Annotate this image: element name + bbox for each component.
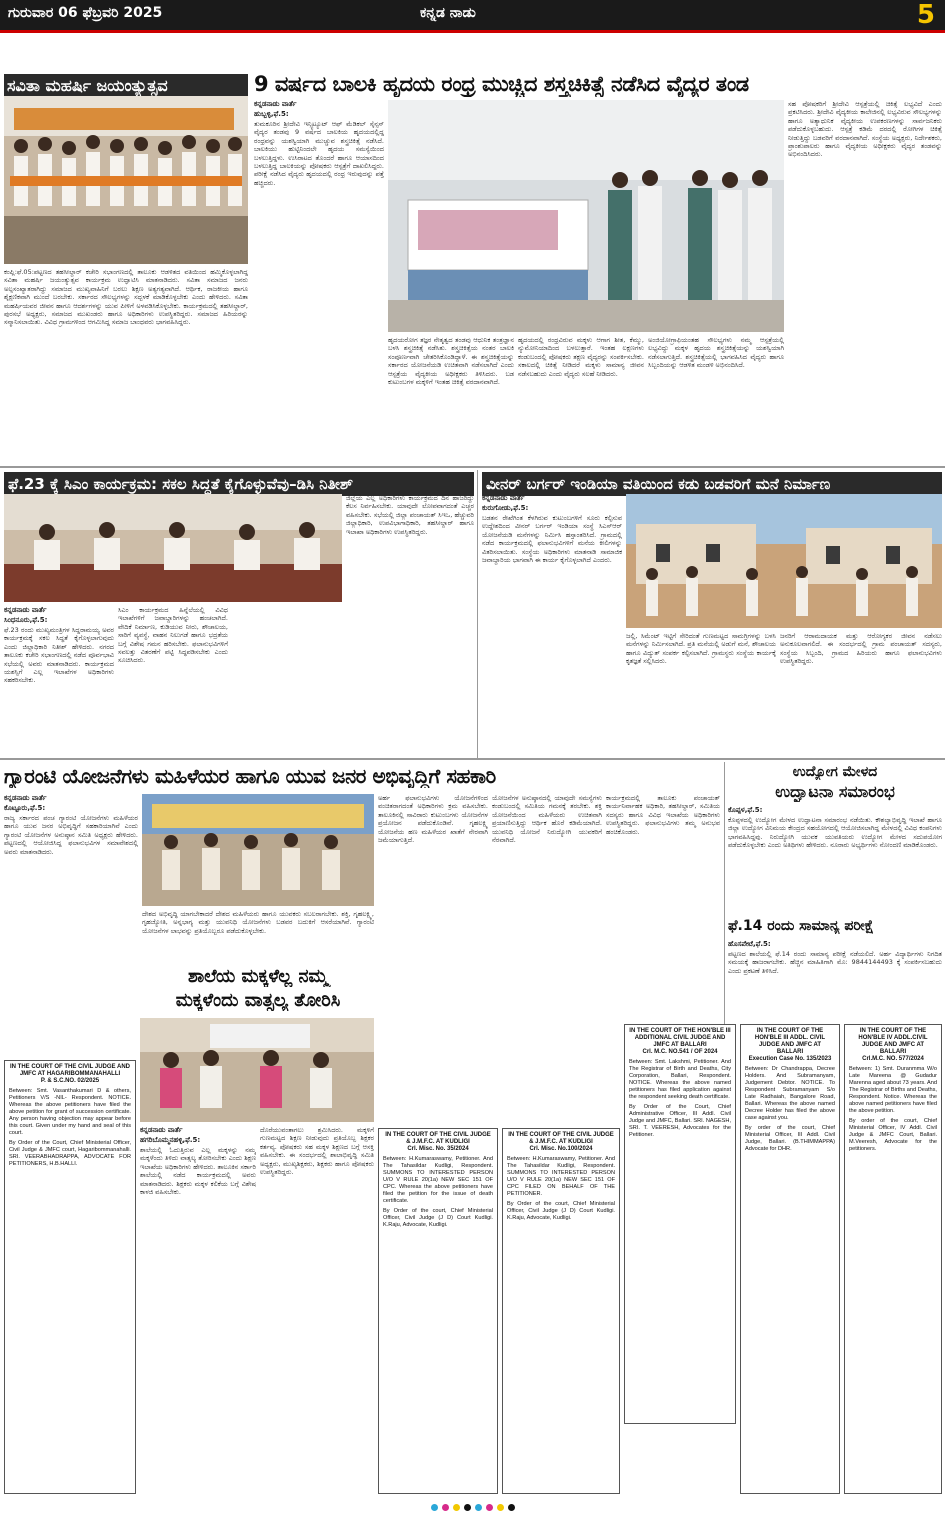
notice-case: P. & S.C.NO. 02/2025 — [40, 1078, 100, 1084]
registration-dot — [497, 1504, 504, 1511]
exam-headline: ಫೆ.14 ರಂದು ಸಾಮಾನ್ಯ ಪರೀಕ್ಷೆ — [728, 918, 874, 934]
event-image — [142, 794, 374, 906]
notice-body: Between: H.Kumaraswamy, Petitioner. And The Tahasildar Kudligi, Respondent. SUMMONS TO INTERESTED PERSON U/O V RULE 20(1a) NEW SEC 151 OF CPC FILED ON BEHALF OF THE PETITIONER. — [507, 1156, 615, 1197]
heart-col1: ತುಮಕೂರಿನ ಶ್ರೀದೇವಿ ಇನ್ಸ್ಟಿಟ್ಯೂಟ್ ಆಫ್ ಮೆಡಿಕಲ್ ಸೈನ್ಸಸ್ ವೈದ್ಯರ ತಂಡವು 9 ವರ್ಷದ ಬಾಲಕಿಯ ಹೃದಯದಲ್ಲಿದ್ದ ರಂಧ್ರವನ್ನು ಯಶಸ್ವಿಯಾಗಿ ಮುಚ್ಚುವ ಶಸ್ತ್ರಚಿಕಿತ್ಸೆ ನಡೆಸಿದೆ. ಬಾಲಕಿಯು ಹುಟ್ಟಿನಿಂದಲೇ ಹೃದಯ ಸಮಸ್ಯೆಯಿಂದ ಬಳಲುತ್ತಿದ್ದಳು. ಉಸಿರಾಟದ ತೊಂದರೆ ಹಾಗೂ ಆಯಾಸದಿಂದ ಬಳಲುತ್ತಿದ್ದ ಬಾಲಕಿಯನ್ನು ಪೋಷಕರು ಆಸ್ಪತ್ರೆಗೆ ದಾಖಲಿಸಿದ್ದರು. ಪರೀಕ್ಷೆ ನಡೆಸಿದ ವೈದ್ಯರು ಹೃದಯದಲ್ಲಿ ರಂಧ್ರ ಇರುವುದನ್ನು ಪತ್ತೆ ಹಚ್ಚಿದರು. — [254, 120, 384, 187]
col-divider — [477, 470, 478, 758]
notice-court: IN THE COURT OF THE HON'BLE III ADDL. CIVIL JUDGE AND JMFC AT BALLARI — [754, 1028, 826, 1055]
registration-dot — [442, 1504, 449, 1511]
veener-col3: ಜನರಿಗೆ ಆರಾಮದಾಯಕ ಮತ್ತು ಆರೋಗ್ಯಕರ ಜೀವನ ನಡೆಸಲು ಅನುಕೂಲವಾಗಲಿದೆ. ಈ ಸಂದರ್ಭದಲ್ಲಿ ಗ್ರಾಮ ಪಂಚಾಯತ್ ಸದಸ್ಯರು, ಸಂಸ್ಥೆಯ ಸಿಬ್ಬಂದಿ, ಗ್ರಾಮದ ಹಿರಿಯರು ಹಾಗೂ ಫಲಾನುಭವಿಗಳು ಉಪಸ್ಥಿತರಿದ್ದರು. — [780, 632, 942, 666]
guarantee-col3: ಅರ್ಹ ಫಲಾನುಭವಿಗಳು ಯೋಜನೆಗಳಿಂದ ವಂಚಿತರಾಗದಂತೆ ಅಧಿಕಾರಿಗಳು ಕ್ರಮ ವಹಿಸಬೇಕು. ತಾಲೂಕಿನಲ್ಲಿ ಸಾವಿರಾರು ಕುಟುಂಬಗಳು ಯೋಜನೆಗಳ ಪ್ರಯೋಜನ ಪಡೆದುಕೊಂಡಿವೆ. ಗೃಹಲಕ್ಷ್ಮಿ ಯೋಜನೆಯ ಹಣ ಮಹಿಳೆಯರ ಖಾತೆಗೆ ನೇರವಾಗಿ ಜಮೆಯಾಗುತ್ತಿದೆ. — [378, 794, 488, 845]
school-event-image — [140, 1018, 374, 1122]
notice-court: IN THE COURT OF THE HON'BLE IV ADDL.CIVIL JUDGE AND JMFC AT BALLARI — [858, 1028, 928, 1055]
school-dateline: ಹಗರಿಬೊಮ್ಮನಹಳ್ಳಿ,ಫೆ.5: — [140, 1136, 201, 1144]
notice-court: IN THE COURT OF THE CIVIL JUDGE & J.M.F.C. AT KUDLIGI — [508, 1132, 614, 1145]
notice-body: Between: H.Kumaraswamy, Petitioner. And The Tahasildar Kudligi, Respondent. SUMMONS TO INTERESTED PERSON U/O V RULE 20(1a) NEW SEC 151 OF CPC. Whereas the above petitioners have filed the petition for the issue of death certificate. — [383, 1156, 493, 1204]
guarantee-dateline: ಕೊಟ್ಟೂರು,ಫೆ.5: — [4, 804, 46, 812]
notice-case: Crl. M.C. NO.541 / OF 2024 — [642, 1049, 718, 1055]
group-photo-image — [4, 96, 248, 264]
row-divider-2 — [0, 758, 945, 760]
job-fair-headline-2: ಉದ್ಘಾಟನಾ ಸಮಾರಂಭ — [775, 782, 895, 801]
heart-dateline: ಹುಬ್ಬಳ್ಳಿ,ಫೆ.5: — [254, 110, 289, 118]
cm-headline: ಫೆ.23 ಕ್ಕೆ ಸಿಎಂ ಕಾರ್ಯಕ್ರಮ: ಸಕಲ ಸಿದ್ದತೆ ಕೈಗೊಳ್ಳುವೆವು–ಡಿಸಿ ನಿತೀಶ್ — [4, 472, 474, 496]
court-notice-6 — [844, 1024, 942, 1494]
cm-byline: ಕನ್ನಡನಾಡು ವಾರ್ತೆ — [4, 606, 47, 614]
cm-col3: ಜಿಲ್ಲೆಯ ಎಲ್ಲ ಅಧಿಕಾರಿಗಳು ಕಾರ್ಯಕ್ರಮದ ದಿನ ಹಾಜರಿದ್ದು ಕೆಲಸ ನಿರ್ವಹಿಸಬೇಕು. ಯಾವುದೇ ಲೋಪವಾಗದಂತೆ ಎಚ್ಚರ ವಹಿಸಬೇಕು. ಸಭೆಯಲ್ಲಿ ಜಿಲ್ಲಾ ಪಂಚಾಯತ್ ಸಿಇಒ, ಹೆಚ್ಚುವರಿ ಜಿಲ್ಲಾಧಿಕಾರಿ, ಉಪವಿಭಾಗಾಧಿಕಾರಿ, ತಹಸೀಲ್ದಾರ್ ಹಾಗೂ ಇಲಾಖಾ ಅಧಿಕಾರಿಗಳು ಉಪಸ್ಥಿತರಿದ್ದರು. — [346, 494, 474, 536]
heart-col5: ಸಹ ಪೋಷಕರಿಗೆ ಶ್ರೀದೇವಿ ಆಸ್ಪತ್ರೆಯಲ್ಲಿ ಚಿಕಿತ್ಸೆ ಲಭ್ಯವಿದೆ ಎಂದು ಪ್ರಕಟಿಸಿದರು. ಶ್ರೀದೇವಿ ವೈದ್ಯಕೀಯ ಕಾಲೇಜಿನಲ್ಲಿ ಲಭ್ಯವಿರುವ ಸೌಲಭ್ಯಗಳನ್ನು ಹಾಗೂ ಅತ್ಯಾಧುನಿಕ ವೈದ್ಯಕೀಯ ಉಪಕರಣಗಳನ್ನು ಸಾರ್ವಜನಿಕರು ಪಡೆದುಕೊಳ್ಳಬಹುದು. ಆಸ್ಪತ್ರೆ ಕಡಿಮೆ ದರದಲ್ಲಿ ರೋಗಿಗಳ ಚಿಕಿತ್ಸೆ ನೀಡುತ್ತಿದ್ದು ಬಡವರಿಗೆ ವರದಾನವಾಗಿದೆ. ಸಂಸ್ಥೆಯ ಅಧ್ಯಕ್ಷರು, ನಿರ್ದೇಶಕರು, ಪ್ರಾಂಶುಪಾಲರು ಹಾಗೂ ವೈದ್ಯಕೀಯ ಅಧೀಕ್ಷಕರು ವೈದ್ಯರ ತಂಡವನ್ನು ಅಭಿನಂದಿಸಿದರು. — [788, 100, 942, 159]
guarantee-col4: ಯೋಜನೆಗಳ ಅನುಷ್ಠಾನದಲ್ಲಿ ಯಾವುದೇ ಸಮಸ್ಯೆಗಳು ಕಂಡುಬಂದಲ್ಲಿ ಸಮಿತಿಯ ಗಮನಕ್ಕೆ ತರಬೇಕು. ಶಕ್ತಿ ಯೋಜನೆಯಿಂದ ಮಹಿಳೆಯರು ಉಚಿತವಾಗಿ ಪ್ರಯಾಣಿಸುತ್ತಿದ್ದು ಆರ್ಥಿಕ ಹೊರೆ ಕಡಿಮೆಯಾಗಿದೆ. ಯುವನಿಧಿ ಯೋಜನೆ ನಿರುದ್ಯೋಗಿ ಯುವಕರಿಗೆ ನೆರವಾಗಿದೆ. — [492, 794, 602, 845]
heart-byline: ಕನ್ನಡನಾಡು ವಾರ್ತೆ — [254, 100, 297, 108]
guarantee-col2: ದೇಶದ ಅಭಿವೃದ್ಧಿ ಯಾಗಬೇಕಾದರೆ ದೇಶದ ಮಹಿಳೆಯರು ಹಾಗೂ ಯುವಕರು ಸಬಲರಾಗಬೇಕು. ಶಕ್ತಿ, ಗೃಹಲಕ್ಷ್ಮಿ, ಗೃಹಜ್ಯೋತಿ, ಅನ್ನಭಾಗ್ಯ ಮತ್ತು ಯುವನಿಧಿ ಯೋಜನೆಗಳು ಬಡವರ ಬದುಕಿಗೆ ಆಸರೆಯಾಗಿವೆ. ಗ್ಯಾರಂಟಿ ಯೋಜನೆಗಳ ಲಾಭವನ್ನು ಪ್ರತಿಯೊಬ್ಬರೂ ಪಡೆದುಕೊಳ್ಳಬೇಕು. — [142, 910, 374, 935]
school-headline-2: ಮಕ್ಕಳೆಂದು ವಾತ್ಸಲ್ಯ ತೋರಿಸಿ — [175, 990, 341, 1011]
veener-byline: ಕನ್ನಡನಾಡು ವಾರ್ತೆ — [482, 494, 525, 502]
veener-col1: ಬಡತನ ರೇಖೆಗಿಂತ ಕೆಳಗಿರುವ ಕುಟುಂಬಗಳಿಗೆ ಸೂರು ಕಲ್ಪಿಸುವ ಉದ್ದೇಶದಿಂದ ವೀನರ್ ಬರ್ಗರ್ ಇಂಡಿಯಾ ಸಂಸ್ಥೆ ಸಿಎಸ್ಆರ್ ಯೋಜನೆಯಡಿ ಮನೆಗಳನ್ನು ನಿರ್ಮಿಸಿ ಹಸ್ತಾಂತರಿಸಿದೆ. ಗ್ರಾಮದಲ್ಲಿ ನಡೆದ ಕಾರ್ಯಕ್ರಮದಲ್ಲಿ ಫಲಾನುಭವಿಗಳಿಗೆ ಮನೆಯ ಕೀಲಿಗಳನ್ನು ವಿತರಿಸಲಾಯಿತು. ಸಂಸ್ಥೆಯ ಅಧಿಕಾರಿಗಳು ಮಾತನಾಡಿ ಸಾಮಾಜಿಕ ಜವಾಬ್ದಾರಿಯ ಭಾಗವಾಗಿ ಈ ಕಾರ್ಯ ಕೈಗೊಳ್ಳಲಾಗಿದೆ ಎಂದರು. — [482, 514, 622, 565]
meeting-image — [4, 494, 342, 602]
guarantee-col5: ಕಾರ್ಯಕ್ರಮದಲ್ಲಿ ತಾಲೂಕು ಪಂಚಾಯತ್ ಕಾರ್ಯನಿರ್ವಾಹಕ ಅಧಿಕಾರಿ, ತಹಸೀಲ್ದಾರ್, ಸಮಿತಿಯ ಸದಸ್ಯರು ಹಾಗೂ ವಿವಿಧ ಇಲಾಖೆಯ ಅಧಿಕಾರಿಗಳು ಉಪಸ್ಥಿತರಿದ್ದರು. ಫಲಾನುಭವಿಗಳು ತಮ್ಮ ಅನುಭವ ಹಂಚಿಕೊಂಡರು. — [606, 794, 720, 836]
masthead: ಕನ್ನಡ ನಾಡು — [420, 5, 476, 21]
notice-body: Between: 1) Smt. Duranmma W/o Late Mareena @ Gudadur Marenna aged about 73 years. And The Registrar of Births and Deaths, Respondent. Notice. Whereas the above named petitioners have filed the above petition. — [849, 1066, 937, 1114]
school-byline: ಕನ್ನಡನಾಡು ವಾರ್ತೆ — [140, 1126, 183, 1134]
veener-col2: ಜಲ್ಲಿ, ಸಿಮೆಂಟ್ ಇಟ್ಟಿಗೆ ಸೇರಿದಂತೆ ಗುಣಮಟ್ಟದ ಸಾಮಗ್ರಿಗಳನ್ನು ಬಳಸಿ ಮನೆಗಳನ್ನು ನಿರ್ಮಿಸಲಾಗಿದೆ. ಪ್ರತಿ ಮನೆಯಲ್ಲಿ ಅಡುಗೆ ಮನೆ, ಶೌಚಾಲಯ ಹಾಗೂ ವಿದ್ಯುತ್ ಸಂಪರ್ಕ ಕಲ್ಪಿಸಲಾಗಿದೆ. ಗ್ರಾಮಸ್ಥರು ಸಂಸ್ಥೆಯ ಕಾರ್ಯಕ್ಕೆ ಕೃತಜ್ಞತೆ ಸಲ್ಲಿಸಿದರು. — [626, 632, 776, 666]
job-fair-dateline: ಕೊಪ್ಪಳ,ಫೆ.5: — [728, 806, 763, 814]
notice-court: IN THE COURT OF THE CIVIL JUDGE AND JMFC AT HAGARIBOMMANAHALLI — [9, 1064, 130, 1077]
cm-dateline: ಸಿಂಧನೂರು,ಫೆ.5: — [4, 616, 48, 624]
school-col1: ಶಾಲೆಯಲ್ಲಿ ಓದುತ್ತಿರುವ ಎಲ್ಲ ಮಕ್ಕಳನ್ನು ನಮ್ಮ ಮಕ್ಕಳೆಂದು ತಿಳಿದು ವಾತ್ಸಲ್ಯ ತೋರಿಸಬೇಕು ಎಂದು ಶಿಕ್ಷಣ ಇಲಾಖೆಯ ಅಧಿಕಾರಿಗಳು ಹೇಳಿದರು. ತಾಲೂಕಿನ ಸರ್ಕಾರಿ ಶಾಲೆಯಲ್ಲಿ ನಡೆದ ಕಾರ್ಯಕ್ರಮದಲ್ಲಿ ಅವರು ಮಾತನಾಡಿದರು. ಶಿಕ್ಷಕರು ಮಕ್ಕಳ ಕಲಿಕೆಯ ಬಗ್ಗೆ ವಿಶೇಷ ಕಾಳಜಿ ವಹಿಸಬೇಕು. — [140, 1146, 256, 1197]
col-divider-2 — [724, 762, 725, 1024]
notice-case: Execution Case No. 135/2023 — [748, 1056, 832, 1062]
savitha-photo — [4, 96, 248, 264]
guarantee-photo — [142, 794, 374, 906]
registration-dot — [508, 1504, 515, 1511]
court-notice-4 — [624, 1024, 736, 1424]
veener-headline: ವೀನರ್ ಬರ್ಗರ್ ಇಂಡಿಯಾ ವತಿಯಿಂದ ಕಡು ಬಡವರಿಗೆ ಮನೆ ನಿರ್ಮಾಣ — [482, 472, 942, 496]
guarantee-col1: ರಾಜ್ಯ ಸರ್ಕಾರದ ಪಂಚ ಗ್ಯಾರಂಟಿ ಯೋಜನೆಗಳು ಮಹಿಳೆಯರ ಹಾಗೂ ಯುವ ಜನರ ಅಭಿವೃದ್ಧಿಗೆ ಸಹಕಾರಿಯಾಗಿವೆ ಎಂದು ಗ್ಯಾರಂಟಿ ಯೋಜನೆಗಳ ಅನುಷ್ಠಾನ ಸಮಿತಿ ಅಧ್ಯಕ್ಷರು ಹೇಳಿದರು. ಪಟ್ಟಣದಲ್ಲಿ ಆಯೋಜಿಸಿದ್ದ ಫಲಾನುಭವಿಗಳ ಸಮಾವೇಶದಲ್ಲಿ ಅವರು ಮಾತನಾಡಿದರು. — [4, 814, 138, 856]
heart-headline: 9 ವರ್ಷದ ಬಾಲಕಿ ಹೃದಯ ರಂಧ್ರ ಮುಚ್ಚಿದ ಶಸ್ತ್ರಚಿಕಿತ್ಸೆ ನಡೆಸಿದ ವೈದ್ಯರ ತಂಡ — [254, 72, 749, 96]
notice-sign: By Order of the court, Chief Ministerial Officer, Civil Judge (J D) Court Kudligi. K.Raju, Advocate, Kudligi. — [507, 1201, 615, 1221]
notice-sign: By Order of the Court, Chief Administrative Officer, III Addl. Civil Judge and JMFC, Ballari. SRI. NAGESH, SRI. T. VEERESH, Advocates for the Petitioner. — [629, 1104, 731, 1138]
houses-image — [626, 494, 942, 628]
hospital-ward-image — [388, 100, 784, 332]
court-notice-1 — [4, 1060, 136, 1494]
registration-dot — [475, 1504, 482, 1511]
cm-photo — [4, 494, 342, 602]
court-notice-3 — [502, 1128, 620, 1494]
notice-sign: By order of the court, Chief Ministerial Officer, IV Addl. Civil Judge & JMFC Court, Ballari. M.Veeresh, Advocate for the petitioners. — [849, 1118, 937, 1152]
notice-case: Crl. Misc. No.100/2024 — [529, 1146, 593, 1152]
exam-body: ಪಟ್ಟಣದ ಶಾಲೆಯಲ್ಲಿ ಫೆ.14 ರಂದು ಸಾಮಾನ್ಯ ಪರೀಕ್ಷೆ ನಡೆಯಲಿದೆ. ಅರ್ಹ ವಿದ್ಯಾರ್ಥಿಗಳು ನಿಗದಿತ ಸಮಯಕ್ಕೆ ಹಾಜರಾಗಬೇಕು. ಹೆಚ್ಚಿನ ಮಾಹಿತಿಗಾಗಿ ಮೊ: 9844144493 ಕ್ಕೆ ಸಂಪರ್ಕಿಸಬಹುದು ಎಂದು ಪ್ರಕಟಣೆ ತಿಳಿಸಿದೆ. — [728, 950, 942, 975]
savitha-headline: ಸವಿತಾ ಮಹರ್ಷಿ ಜಯಂತ್ಯುತ್ಸವ — [4, 74, 248, 98]
savitha-body: ಕಂಪ್ಲಿ:ಫೆ.05:ಪಟ್ಟಣದ ತಹಸೀಲ್ದಾರ್ ಕಚೇರಿ ಸಭಾಂಗಣದಲ್ಲಿ ತಾಲೂಕು ಆಡಳಿತದ ವತಿಯಿಂದ ಹಮ್ಮಿಕೊಳ್ಳಲಾಗಿದ್ದ ಸವಿತಾ ಮಹರ್ಷಿ ಜಯಂತ್ಯುತ್ಸವ ಕಾರ್ಯಕ್ರಮ ಉದ್ಘಾಟಿಸಿ ಮಾತನಾಡಿದರು. ಸವಿತಾ ಸಮಾಜದ ಜನರು ಅಲ್ಪಸಂಖ್ಯಾತರಾಗಿದ್ದು ಸಮಾಜದ ಮುಖ್ಯವಾಹಿನಿಗೆ ಬರಲು ಶಿಕ್ಷಣ ಅತ್ಯಗತ್ಯವಾಗಿದೆ. ಆರ್ಥಿಕ, ರಾಜಕೀಯ ಹಾಗೂ ಶೈಕ್ಷಣಿಕವಾಗಿ ಮುಂದೆ ಬರಬೇಕು. ಸರ್ಕಾರದ ಸೌಲಭ್ಯಗಳನ್ನು ಸದ್ಬಳಕೆ ಮಾಡಿಕೊಳ್ಳಬೇಕು ಎಂದು ಹೇಳಿದರು. ಸವಿತಾ ಮಹರ್ಷಿಯವರ ಜೀವನ ಹಾಗೂ ಆದರ್ಶಗಳನ್ನು ಯುವ ಪೀಳಿಗೆ ಅಳವಡಿಸಿಕೊಳ್ಳಬೇಕು. ಕಾರ್ಯಕ್ರಮದಲ್ಲಿ ತಹಸೀಲ್ದಾರ್, ಪುರಸಭೆ ಅಧ್ಯಕ್ಷರು, ಸಮಾಜದ ಮುಖಂಡರು ಹಾಗೂ ಅಧಿಕಾರಿಗಳು ಉಪಸ್ಥಿತರಿದ್ದರು. ಸಮಾಜದ ಹಿರಿಯರನ್ನು ಸನ್ಮಾನಿಸಲಾಯಿತು. ವಿವಿಧ ಗ್ರಾಮಗಳಿಂದ ಆಗಮಿಸಿದ್ದ ಸಮಾಜ ಬಾಂಧವರು ಭಾಗವಹಿಸಿದ್ದರು. — [4, 268, 248, 327]
school-headline-1: ಶಾಲೆಯ ಮಕ್ಕಳೆಲ್ಲ ನಮ್ಮ — [187, 966, 329, 987]
school-photo — [140, 1018, 374, 1122]
heart-col3: ಹೃದಯದಲ್ಲಿ ರಂಧ್ರವಿರುವ ಮಕ್ಕಳು ಆಗಾಗ ಶೀತ, ಕೆಮ್ಮು, ನ್ಯುಮೋನಿಯಾದಿಂದ ಬಳಲುತ್ತಾರೆ. ಇಂತಹ ಲಕ್ಷಣಗಳು ಕಂಡುಬಂದಲ್ಲಿ ಪೋಷಕರು ತಕ್ಷಣ ವೈದ್ಯರನ್ನು ಸಂಪರ್ಕಿಸಬೇಕು. ಸಕಾಲದಲ್ಲಿ ಚಿಕಿತ್ಸೆ ನೀಡಿದರೆ ಮಕ್ಕಳು ಸಾಮಾನ್ಯ ಜೀವನ ನಡೆಸಬಹುದು ಎಂದು ವೈದ್ಯರು ಸಲಹೆ ನೀಡಿದರು. — [518, 336, 644, 378]
heart-col2: ಹೃದಯರೋಗ ತಜ್ಞರ ನೇತೃತ್ವದ ತಂಡವು ಆಧುನಿಕ ತಂತ್ರಜ್ಞಾನ ಬಳಸಿ ಶಸ್ತ್ರಚಿಕಿತ್ಸೆ ನಡೆಸಿತು. ಶಸ್ತ್ರಚಿಕಿತ್ಸೆಯ ನಂತರ ಬಾಲಕಿ ಸಂಪೂರ್ಣವಾಗಿ ಚೇತರಿಸಿಕೊಂಡಿದ್ದಾಳೆ. ಈ ಶಸ್ತ್ರಚಿಕಿತ್ಸೆಯನ್ನು ಸರ್ಕಾರದ ಯೋಜನೆಯಡಿ ಉಚಿತವಾಗಿ ನಡೆಸಲಾಗಿದೆ ಎಂದು ಆಸ್ಪತ್ರೆಯ ವೈದ್ಯಕೀಯ ಅಧೀಕ್ಷಕರು ತಿಳಿಸಿದರು. ಬಡ ಕುಟುಂಬಗಳ ಮಕ್ಕಳಿಗೆ ಇಂತಹ ಚಿಕಿತ್ಸೆ ವರದಾನವಾಗಿದೆ. — [388, 336, 514, 387]
notice-body: Between: Dr Chandrappa, Decree Holders. And Subramanyam, Judgement Debtor. NOTICE. To Respondent Subramanyam S/o Late Radhaiah, Bangalore Road, Ballari. Whereas the above named Decree Holder has filed the above case against you. — [745, 1066, 835, 1121]
court-notice-2 — [378, 1128, 498, 1494]
page-number: 5 — [916, 0, 935, 30]
registration-dot — [464, 1504, 471, 1511]
notice-court: IN THE COURT OF THE CIVIL JUDGE & J.M.F.C. AT KUDLIGI — [385, 1132, 491, 1145]
guarantee-byline: ಕನ್ನಡನಾಡು ವಾರ್ತೆ — [4, 794, 47, 802]
notice-body: Between: Smt. Vasanthakumari D & others, Petitioners V/S -NIL- Respondent. NOTICE. Whereas the above petitioners have filed the above petition for grant of succession certificate. Any person having objection may appear before this court. Given under my hand and seal of this court. — [9, 1088, 131, 1136]
registration-dot — [486, 1504, 493, 1511]
guarantee-headline: ಗ್ಯಾರಂಟಿ ಯೋಜನೆಗಳು ಮಹಿಳೆಯರ ಹಾಗೂ ಯುವ ಜನರ ಅಭಿವೃದ್ಧಿಗೆ ಸಹಕಾರಿ — [4, 764, 496, 788]
job-fair-headline-1: ಉದ್ಯೋಗ ಮೇಳದ — [792, 764, 878, 780]
registration-dot — [431, 1504, 438, 1511]
veener-dateline: ಕುರುಗೋಡು,ಫೆ.5: — [482, 504, 529, 512]
heart-photo — [388, 100, 784, 332]
cm-col1: ಫೆ.23 ರಂದು ಮುಖ್ಯಮಂತ್ರಿಗಳ ಸಿದ್ದರಾಮಯ್ಯ ಅವರ ಕಾರ್ಯಕ್ರಮಕ್ಕೆ ಸಕಲ ಸಿದ್ಧತೆ ಕೈಗೊಳ್ಳಲಾಗುವುದು ಎಂದು ಜಿಲ್ಲಾಧಿಕಾರಿ ನಿತೀಶ್ ಹೇಳಿದರು. ನಗರದ ತಾಲೂಕು ಕಚೇರಿ ಸಭಾಂಗಣದಲ್ಲಿ ನಡೆದ ಪೂರ್ವಭಾವಿ ಸಭೆಯಲ್ಲಿ ಅವರು ಮಾತನಾಡಿದರು. ಕಾರ್ಯಕ್ರಮದ ಯಶಸ್ಸಿಗೆ ಎಲ್ಲ ಇಲಾಖೆಗಳ ಅಧಿಕಾರಿಗಳು ಸಹಕರಿಸಬೇಕು. — [4, 626, 114, 685]
heart-col4: ಅಂಜಿಯೋಗ್ರಾಫಿಯಂತಹ ಸೌಲಭ್ಯಗಳು ನಮ್ಮ ಆಸ್ಪತ್ರೆಯಲ್ಲಿ ಲಭ್ಯವಿದ್ದು ಮಕ್ಕಳ ಹೃದಯ ಶಸ್ತ್ರಚಿಕಿತ್ಸೆಯನ್ನು ಯಶಸ್ವಿಯಾಗಿ ನಡೆಸಲಾಗುತ್ತಿದೆ. ಶಸ್ತ್ರಚಿಕಿತ್ಸೆಯಲ್ಲಿ ಭಾಗವಹಿಸಿದ ವೈದ್ಯರು ಹಾಗೂ ಸಿಬ್ಬಂದಿಯನ್ನು ಆಡಳಿತ ಮಂಡಳಿ ಅಭಿನಂದಿಸಿದೆ. — [648, 336, 784, 370]
cm-col2: ಸಿಎಂ ಕಾರ್ಯಕ್ರಮದ ಹಿನ್ನೆಲೆಯಲ್ಲಿ ವಿವಿಧ ಇಲಾಖೆಗಳಿಗೆ ಜವಾಬ್ದಾರಿಗಳನ್ನು ಹಂಚಲಾಗಿದೆ. ವೇದಿಕೆ ನಿರ್ಮಾಣ, ಕುಡಿಯುವ ನೀರು, ಶೌಚಾಲಯ, ಸಾರಿಗೆ ವ್ಯವಸ್ಥೆ, ವಾಹನ ನಿಲುಗಡೆ ಹಾಗೂ ಭದ್ರತೆಯ ಬಗ್ಗೆ ವಿಶೇಷ ಗಮನ ಹರಿಸಬೇಕು. ಫಲಾನುಭವಿಗಳಿಗೆ ಸವಲತ್ತು ವಿತರಣೆಗೆ ಪಟ್ಟಿ ಸಿದ್ಧಪಡಿಸಬೇಕು ಎಂದು ಸೂಚಿಸಿದರು. — [118, 606, 228, 665]
notice-court: IN THE COURT OF THE HON'BLE III ADDITIONAL CIVIL JUDGE AND JMFC AT BALLARI — [629, 1028, 731, 1048]
page-header — [0, 0, 945, 33]
row-divider — [0, 466, 945, 468]
court-notice-5 — [740, 1024, 840, 1494]
registration-dot — [453, 1504, 460, 1511]
notice-sign: By order of the court, Chief Ministerial Officer, III Addl. Civil Judge, Ballari. (B.THIMMAPPA) Advocate for DHR. — [745, 1125, 835, 1152]
notice-sign: By Order of the Court, Chief Ministerial Officer, Civil Judge & JMFC court, Hagaribommanahalli. SRI. VEERABHADRAPPA, ADVOCATE FOR PETITIONERS, H.B.HALLI. — [9, 1140, 131, 1167]
issue-date: ಗುರುವಾರ 06 ಫೆಬ್ರವರಿ 2025 — [8, 5, 163, 21]
veener-photo — [626, 494, 942, 628]
notice-case: Crl. Misc. No. 35/2024 — [407, 1146, 469, 1152]
exam-dateline: ಹೊಸಪೇಟೆ,ಫೆ.5: — [728, 940, 771, 948]
job-fair-body: ಕೊಪ್ಪಳದಲ್ಲಿ ಉದ್ಯೋಗ ಮೇಳದ ಉದ್ಘಾಟನಾ ಸಮಾರಂಭ ನಡೆಯಿತು. ಕೌಶಲ್ಯಾಭಿವೃದ್ಧಿ ಇಲಾಖೆ ಹಾಗೂ ಜಿಲ್ಲಾ ಉದ್ಯೋಗ ವಿನಿಮಯ ಕೇಂದ್ರದ ಸಹಯೋಗದಲ್ಲಿ ಆಯೋಜಿಸಲಾಗಿದ್ದ ಮೇಳದಲ್ಲಿ ವಿವಿಧ ಕಂಪನಿಗಳು ಭಾಗವಹಿಸಿದ್ದವು. ನಿರುದ್ಯೋಗಿ ಯುವಕ ಯುವತಿಯರು ಉದ್ಯೋಗ ಮೇಳದ ಸದುಪಯೋಗ ಪಡೆದುಕೊಳ್ಳಬೇಕು ಎಂದು ಅತಿಥಿಗಳು ಹೇಳಿದರು. ನೂರಾರು ಅಭ್ಯರ್ಥಿಗಳು ನೋಂದಣಿ ಮಾಡಿಕೊಂಡರು. — [728, 816, 942, 850]
notice-sign: By Order of the court, Chief Ministerial Officer, Civil Judge (J D) Court Kudligi. K.Raju, Advocate, Kudligi. — [383, 1208, 493, 1228]
notice-body: Between: Smt. Lakshmi, Petitioner. And The Registrar of Birth and Deaths, City Corporation, Ballari, Respondent. NOTICE. Whereas the above named petitioners has filed application against the respondent seeking death certificate. — [629, 1059, 731, 1100]
school-col2: ದೊರೆಯುವಂತಾಗಲು ಶ್ರಮಿಸಿದರು. ಮಕ್ಕಳಿಗೆ ಗುಣಮಟ್ಟದ ಶಿಕ್ಷಣ ನೀಡುವುದು ಪ್ರತಿಯೊಬ್ಬ ಶಿಕ್ಷಕರ ಕರ್ತವ್ಯ. ಪೋಷಕರು ಸಹ ಮಕ್ಕಳ ಶಿಕ್ಷಣದ ಬಗ್ಗೆ ಆಸಕ್ತಿ ವಹಿಸಬೇಕು. ಈ ಸಂದರ್ಭದಲ್ಲಿ ಶಾಲಾಭಿವೃದ್ಧಿ ಸಮಿತಿ ಅಧ್ಯಕ್ಷರು, ಮುಖ್ಯಶಿಕ್ಷಕರು, ಶಿಕ್ಷಕರು ಹಾಗೂ ಪೋಷಕರು ಉಪಸ್ಥಿತರಿದ್ದರು. — [260, 1126, 374, 1177]
print-registration-bar — [0, 1497, 945, 1507]
notice-case: Crl.M.C. NO. 577/2024 — [862, 1056, 924, 1062]
